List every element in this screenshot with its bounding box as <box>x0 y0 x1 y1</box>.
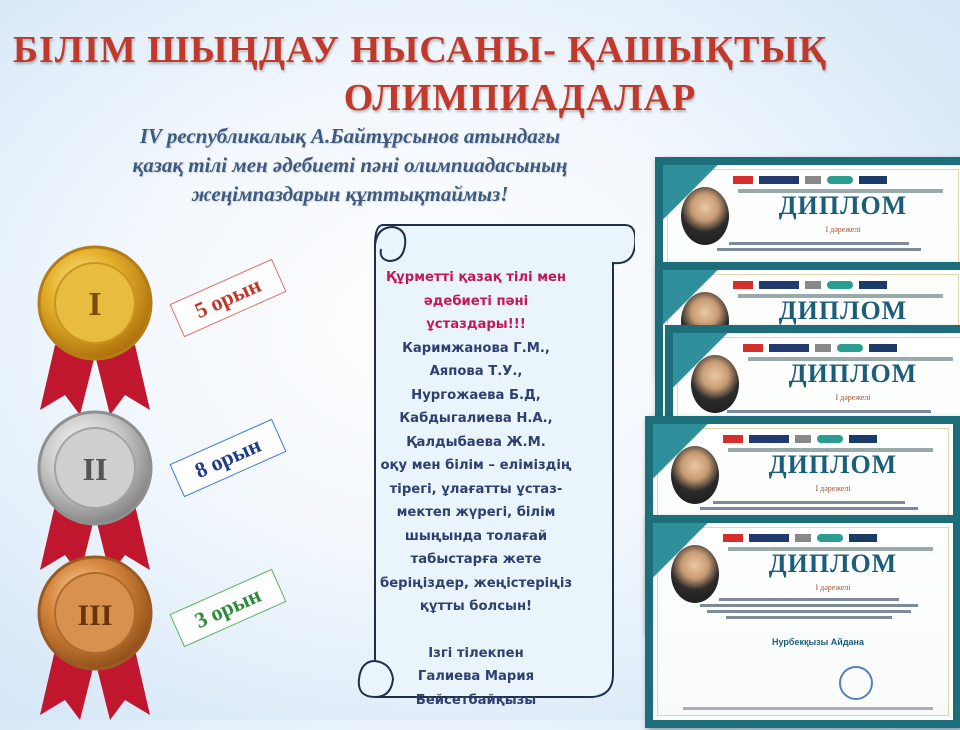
teacher-name: Нургожаева Б.Д, <box>411 387 541 403</box>
gold-medal <box>20 245 170 420</box>
teacher-name: Кабдыгалиева Н.А., <box>399 411 553 426</box>
teacher-name: Аяпова Т.У., <box>429 364 523 379</box>
stamp-icon <box>839 666 873 700</box>
subtitle <box>70 122 630 209</box>
diploma-title: ДИПЛОМ <box>768 450 898 479</box>
greeting-line: әдебиеті пәні <box>423 293 529 309</box>
place-box-gold: 5 орын <box>170 259 287 337</box>
diploma-degree: І дәрежелі <box>835 393 871 402</box>
diploma-degree: І дәрежелі <box>815 484 851 493</box>
medal-numeral: III <box>77 599 113 632</box>
teacher-name: Каримжанова Г.М., <box>402 340 550 356</box>
teacher-name: Қалдыбаева Ж.М. <box>406 434 546 450</box>
portrait-image <box>691 355 739 413</box>
bronze-medal <box>20 555 170 730</box>
place-box-silver: 8 орын <box>170 419 287 497</box>
wish-line: тірегі, ұлағатты ұстаз- <box>389 481 563 497</box>
medal-numeral: I <box>88 286 102 323</box>
winner-name: Нурбекқызы Айдана <box>772 637 864 647</box>
signature-line: Бейсетбайқызы <box>415 692 537 708</box>
diploma-title: ДИПЛОМ <box>778 191 908 220</box>
diploma-degree: І дәрежелі <box>815 583 851 592</box>
subtitle-line-2: қазақ тілі мен әдебиеті пәні олимпиадасының <box>132 153 568 177</box>
subtitle-line-3: жеңімпаздарын құттықтаймыз! <box>191 182 509 206</box>
portrait-image <box>671 446 719 504</box>
wish-line: беріңіздер, жеңістеріңіз <box>379 575 573 591</box>
diploma-card-front <box>645 515 960 728</box>
page-title-line-1: БІЛІМ ШЫҢДАУ НЫСАНЫ- ҚАШЫҚТЫҚ <box>12 29 828 71</box>
place-box-bronze: 3 орын <box>170 569 287 647</box>
diploma-title: ДИПЛОМ <box>788 359 918 388</box>
portrait-image <box>681 187 729 245</box>
medal-numeral: II <box>82 451 108 487</box>
page-title-line-2: ОЛИМПИАДАЛАР <box>343 77 697 119</box>
wish-line: оқу мен білім – еліміздің <box>380 458 572 473</box>
scroll-text <box>366 266 586 712</box>
wish-line: табыстарға жете <box>410 552 542 567</box>
diploma-title: ДИПЛОМ <box>778 296 908 325</box>
diploma-title: ДИПЛОМ <box>768 549 898 578</box>
wish-line: шыңында толағай <box>404 528 548 544</box>
signature-line: Ізгі тілекпен <box>428 645 524 661</box>
subtitle-line-1: IV республикалық А.Байтұрсынов атындағы <box>139 124 561 148</box>
diploma-degree: І дәрежелі <box>825 225 861 234</box>
signature-line: Галиева Мария <box>417 669 535 684</box>
greeting-line: ұстаздары!!! <box>426 317 526 332</box>
wish-line: құтты болсын! <box>419 599 533 614</box>
greeting-line: Құрметті қазақ тілі мен <box>385 270 567 285</box>
wish-line: мектеп жүрегі, білім <box>396 505 556 520</box>
